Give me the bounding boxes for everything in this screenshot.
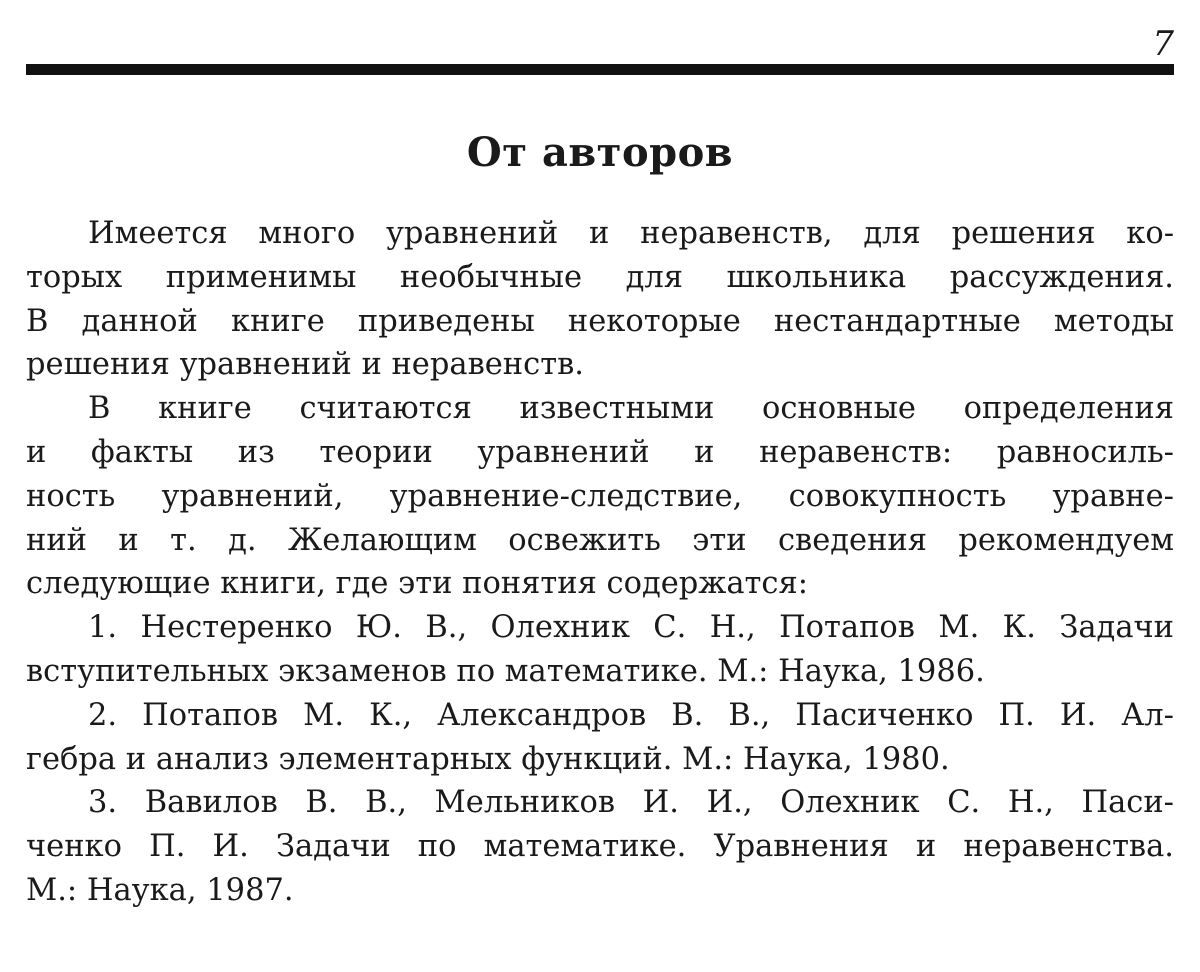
page-number: 7 bbox=[1152, 24, 1174, 64]
paragraph-intro bbox=[26, 212, 1174, 387]
header-rule bbox=[26, 64, 1174, 75]
reference-item-1 bbox=[26, 606, 1174, 694]
text-line: следующие книги, где эти понятия содержатся: bbox=[26, 566, 809, 602]
text-line: гебра и анализ элементарных функций. М.: Наука, 1980. bbox=[26, 741, 950, 777]
text-line: В данной книге приведены некоторые нестандартные методы bbox=[26, 303, 1174, 339]
section-title: От авторов bbox=[466, 129, 734, 176]
reference-item-3 bbox=[26, 781, 1174, 912]
text-line: решения уравнений и неравенств. bbox=[26, 347, 584, 383]
text-line: 1. Нестеренко Ю. В., Олехник С. Н., Потапов М. К. Задачи bbox=[88, 610, 1174, 646]
text-line: ний и т. д. Желающим освежить эти сведения рекомендуем bbox=[26, 522, 1174, 558]
text-line: ченко П. И. Задачи по математике. Уравнения и неравенства. bbox=[26, 829, 1174, 865]
text-line: торых применимы необычные для школьника рассуждения. bbox=[26, 259, 1174, 295]
preface-body bbox=[26, 212, 1174, 913]
text-line: Имеется много уравнений и неравенств, для решения ко- bbox=[88, 216, 1174, 251]
text-line: и факты из теории уравнений и неравенств: равносиль- bbox=[26, 434, 1174, 470]
text-line: ность уравнений, уравнение-следствие, совокупность уравне- bbox=[26, 478, 1174, 514]
text-line: 2. Потапов М. К., Александров В. В., Пасиченко П. И. Ал- bbox=[88, 697, 1174, 733]
text-line: В книге считаются известными основные определения bbox=[88, 391, 1174, 427]
text-line: М.: Наука, 1987. bbox=[26, 872, 294, 908]
reference-item-2 bbox=[26, 694, 1174, 782]
paragraph-prerequisites bbox=[26, 387, 1174, 606]
text-line: вступительных экзаменов по математике. М.: Наука, 1986. bbox=[26, 653, 985, 689]
text-line: 3. Вавилов В. В., Мельников И. И., Олехник С. Н., Паси- bbox=[88, 785, 1174, 821]
